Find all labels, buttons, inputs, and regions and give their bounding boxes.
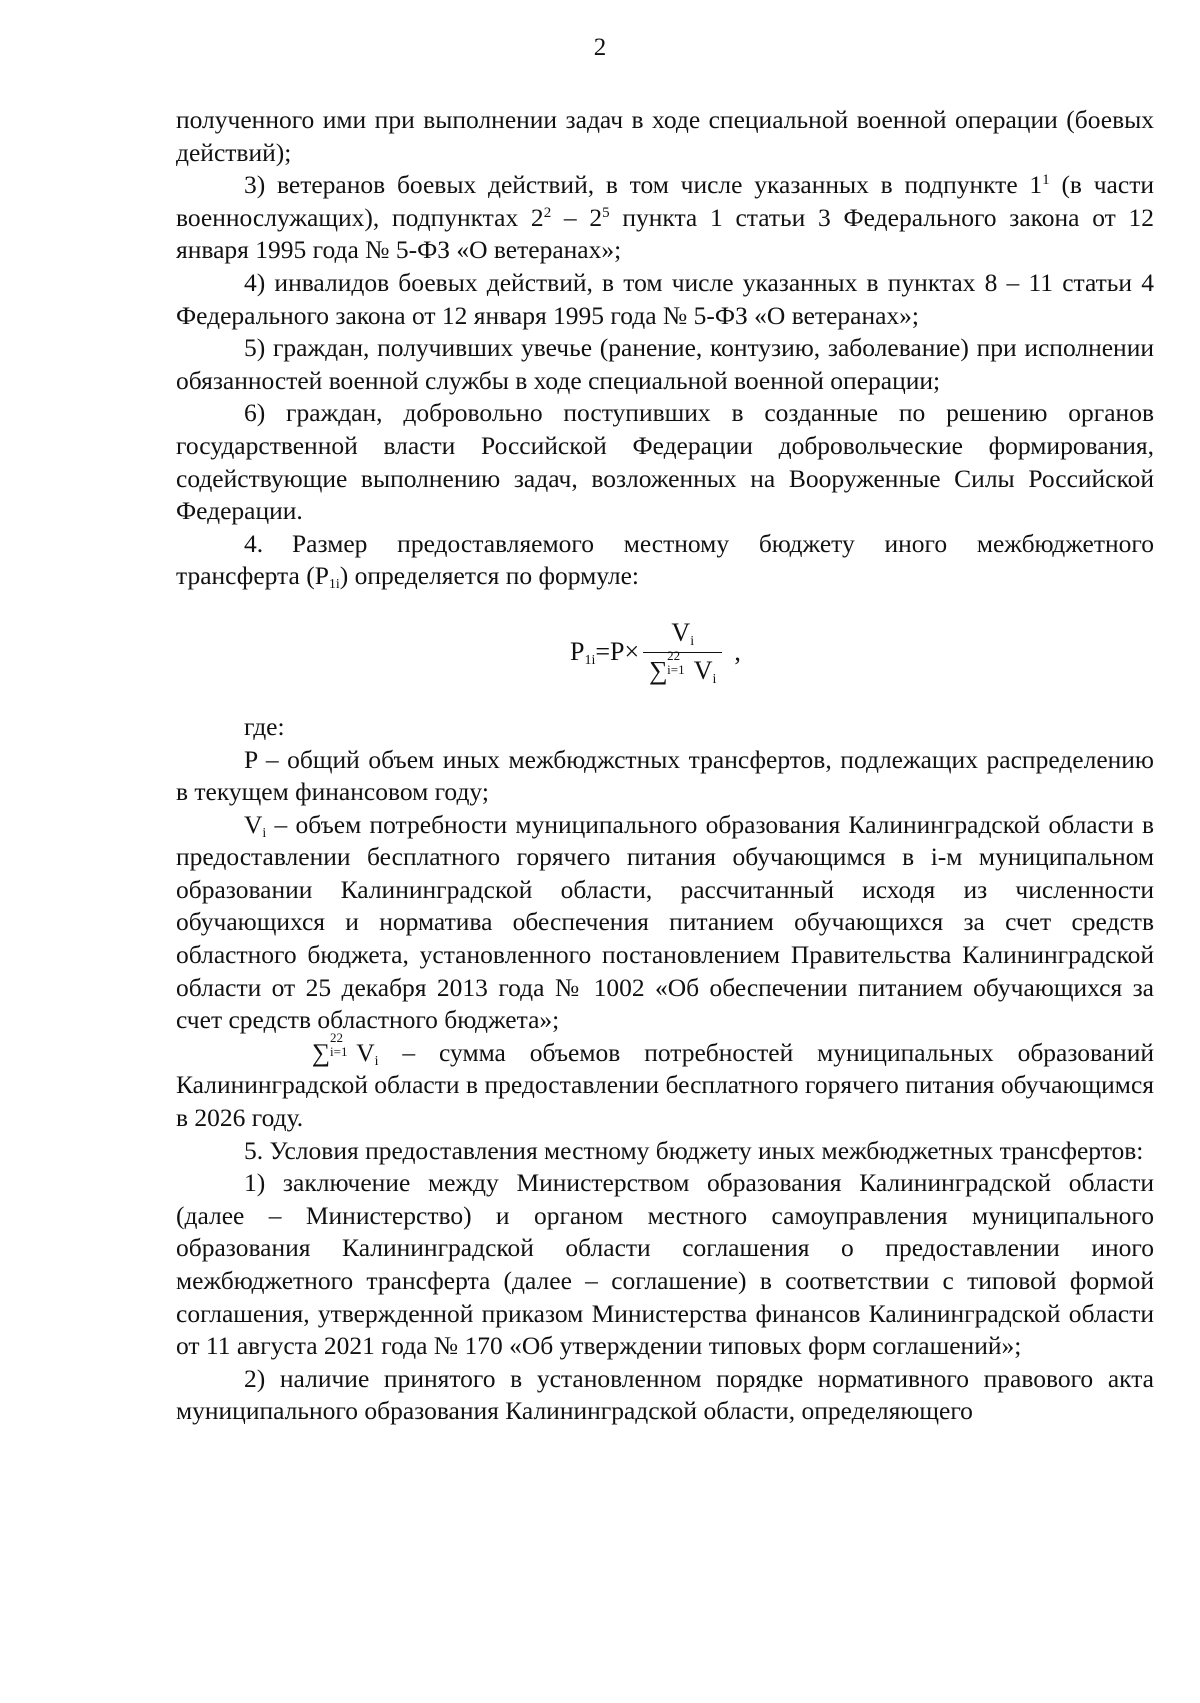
inline-sum-base: V: [356, 1037, 375, 1067]
item-3-text-a: 3) ветеранов боевых действий, в том числе указанных в подпункте 1: [244, 170, 1043, 200]
vi-sub: i: [262, 825, 267, 841]
section-number: 4.: [244, 528, 264, 558]
denominator-base: V: [693, 655, 713, 685]
paragraph-definition-sum: [176, 1029, 1154, 1135]
sum-upper-limit: 22: [667, 647, 681, 663]
inline-sum-upper: 22: [330, 1029, 343, 1045]
item-3-text-b: (в части военнослужащих), подпунктах 2: [176, 170, 1154, 232]
paragraph-where: где:: [244, 711, 285, 741]
formula-block: [176, 593, 1154, 711]
inline-sum-symbol: ∑: [312, 1037, 331, 1067]
sum-definition-text: – сумма объемов потребностей муниципальных образований Калининградской области в предоставлении бесплатного горячего питания обучающимся в 2026 году.: [176, 1037, 1154, 1133]
sum-symbol: ∑: [649, 655, 668, 685]
paragraph-condition-2: 2) наличие принятого в установленном порядке нормативного правового акта муниципального образования Калининградской области, определяющего: [176, 1363, 1154, 1426]
paragraph-continuation: полученного ими при выполнении задач в ходе специальной военной операции (боевых действий);: [176, 105, 1154, 167]
vi-symbol: V: [244, 809, 263, 839]
paragraph-item-4: 4) инвалидов боевых действий, в том числе указанных в пунктах 8 – 11 статьи 4 Федерального закона от 12 января 1995 года № 5-ФЗ «О ветеранах»;: [176, 267, 1154, 330]
paragraph-section-5: 5. Условия предоставления местному бюджету иных межбюджетных трансфертов:: [244, 1135, 1144, 1165]
formula: [570, 617, 741, 687]
superscript: 1: [1042, 172, 1050, 189]
sum-lower-limit: i=1: [667, 661, 685, 677]
inline-sum-limits: [262, 1031, 347, 1059]
sum-icon: [244, 1029, 356, 1070]
superscript: 2: [543, 204, 552, 221]
formula-denominator: [643, 647, 722, 688]
formula-numerator: [663, 617, 702, 652]
inline-sum-sub: i: [374, 1053, 379, 1069]
vi-definition-text: – объем потребности муниципального образования Калининградской области в предоставлении бесплатного горячего питания обучающимся в i-м муниципальном образовании Калининградской области, рассчитанный исходя из численности обучающихся и норматива обеспечения питанием обучающихся за счет средств областного бюджета, установленного постановлением Правительства Калининградской области от 25 декабря 2013 года № 1002 «Об обеспечении питанием обучающихся за счет средств областного бюджета»;: [176, 809, 1154, 1035]
formula-comma: ,: [734, 636, 741, 666]
inline-sum-lower: i=1: [330, 1043, 348, 1059]
paragraph-item-3: [176, 169, 1154, 267]
item-3-text-d: пункта 1 статьи 3 Федерального закона от 12 января 1995 года № 5-ФЗ «О ветеранах»;: [176, 202, 1155, 265]
formula-operator: =P×: [595, 636, 640, 666]
paragraph-item-6: 6) граждан, добровольно поступивших в созданные по решению органов государственной власти Российской Федерации добровольческие формирования, содействующие выполнению задач, возложенных на Вооруженные Силы Российской Федерации.: [176, 398, 1154, 526]
superscript: 5: [602, 204, 610, 221]
paragraph-definition-p: P – общий объем иных межбюджстных трансфертов, подлежащих распределению в текущем финансовом году;: [176, 744, 1154, 807]
paragraph-item-5: 5) граждан, получивших увечье (ранение, контузию, заболевание) при исполнении обязанностей военной службы в ходе специальной военной операции;: [176, 333, 1154, 395]
section-4-tail: ) определяется по формуле:: [339, 561, 640, 591]
page-number: 2: [593, 34, 607, 61]
sum-icon: [649, 647, 694, 688]
denominator-sub: i: [712, 671, 717, 687]
numerator-sub: i: [690, 633, 695, 649]
formula-lhs-base: P: [570, 636, 585, 666]
paragraph-definition-vi: [176, 809, 1154, 1037]
subscript: 1i: [328, 577, 340, 593]
numerator-base: V: [671, 617, 691, 647]
item-3-text-c: – 2: [551, 202, 603, 232]
sum-limits: [667, 649, 684, 677]
formula-fraction: [643, 617, 722, 687]
section-4-text: Размер предоставляемого местному бюджету иного межбюджетного трансферта (P: [176, 528, 1154, 591]
paragraph-condition-1: 1) заключение между Министерством образования Калининградской области (далее – Министерство) и органом местного самоуправления муниципального образования Калининградской области соглашения о предоставлении иного межбюджетного трансферта (далее – соглашение) в соответствии с типовой формой соглашения, утвержденной приказом Министерства финансов Калининградской области от 11 августа 2021 года № 170 «Об утверждении типовых форм соглашений»;: [176, 1168, 1154, 1361]
paragraph-section-4: [176, 528, 1154, 593]
document-body: [176, 104, 1154, 1428]
formula-lhs-sub: 1i: [584, 652, 596, 668]
formula-lhs: [570, 636, 595, 669]
